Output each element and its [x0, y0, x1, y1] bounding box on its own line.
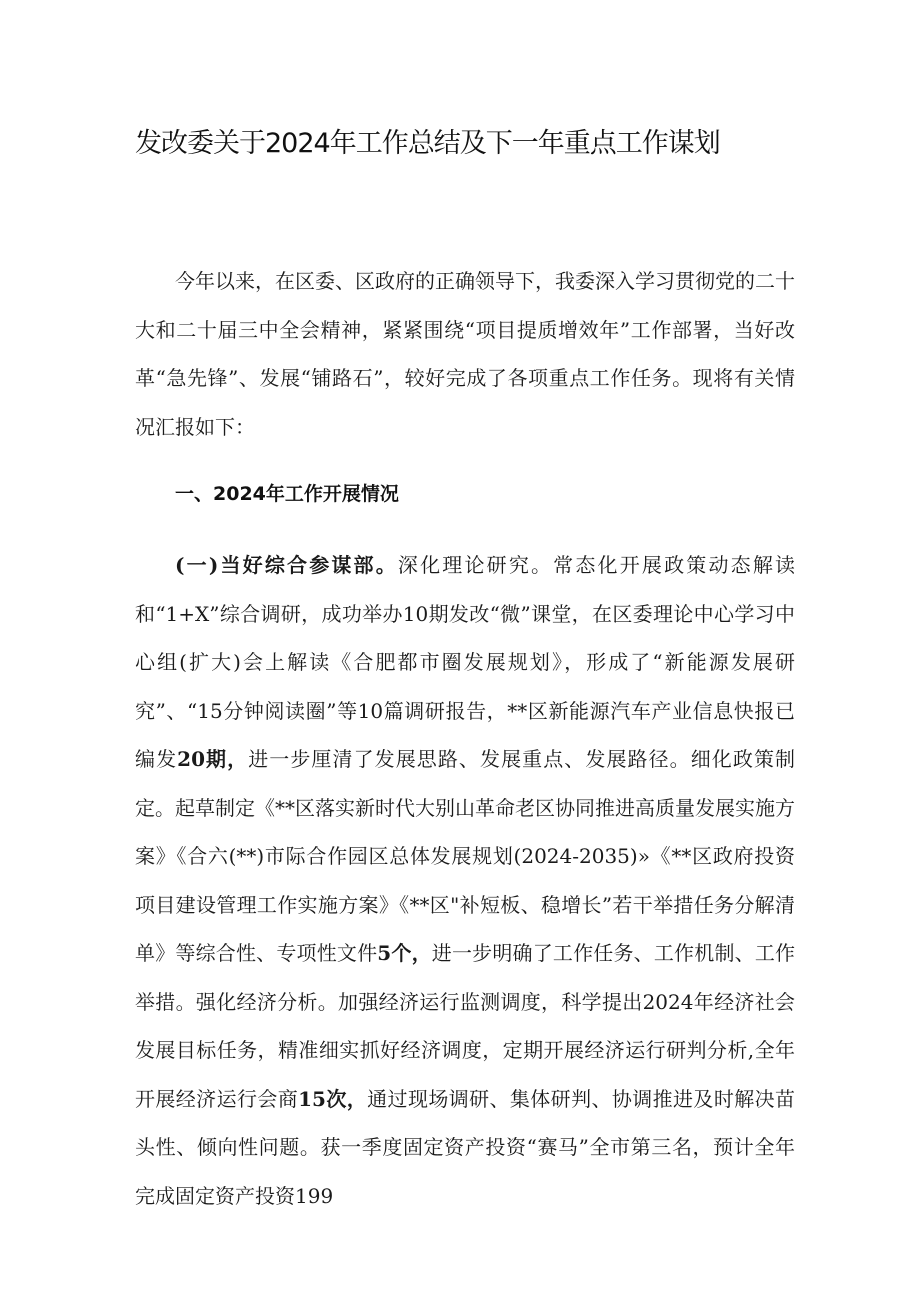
sub-heading: (一)当好综合参谋部。 — [175, 553, 398, 577]
paragraph-text-d: 通过现场调研、集体研判、协调推进及时解决苗头性、倾向性问题。获一季度固定资产投资“赛马”全市第三名，预计全年完成固定资产投资199 — [135, 1086, 795, 1208]
emphasis-count-c: 15次， — [298, 1086, 368, 1111]
section-paragraph — [135, 541, 795, 1220]
paragraph-text-c: 进一步明确了工作任务、工作机制、工作举措。强化经济分析。加强经济运行监测调度，科学提出2024年经济社会发展目标任务，精准细实抓好经济调度，定期开展经济运行研判分析,全年开展经济运行会商 — [135, 941, 796, 1111]
section-heading: 一、2024年工作开展情况 — [175, 483, 399, 505]
paragraph-text-a: 深化理论研究。常态化开展政策动态解读和“1+X”综合调研，成功举办10期发改“微”课堂，在区委理论中心学习中心组(扩大)会上解读《合肥都市圈发展规划》，形成了“新能源发展研究”、“15分钟阅读圈”等10篇调研报告，**区新能源汽车产业信息快报已编发 — [135, 553, 795, 771]
paragraph-text-b: 进一步厘清了发展思路、发展重点、发展路径。细化政策制定。起草制定《**区落实新时代大别山革命老区协同推进高质量发展实施方案》《合六(**)市际合作园区总体发展规划(2024-2035)»《**区政府投资项目建设管理工作实施方案》《**区"补短板、稳增长”若干举措任务分解清单》等综合性、专项性文件 — [135, 747, 796, 965]
emphasis-count-b: 5个， — [377, 941, 432, 965]
intro-paragraph: 今年以来，在区委、区政府的正确领导下，我委深入学习贯彻党的二十大和二十届三中全会精神，紧紧围绕“项目提质增效年”工作部署，当好改革“急先锋”、发展“铺路石”，较好完成了各项重点工作任务。现将有关情况汇报如下： — [135, 269, 795, 439]
emphasis-count-a: 20期， — [177, 747, 249, 771]
document-title: 发改委关于2024年工作总结及下一年重点工作谋划 — [135, 128, 720, 159]
